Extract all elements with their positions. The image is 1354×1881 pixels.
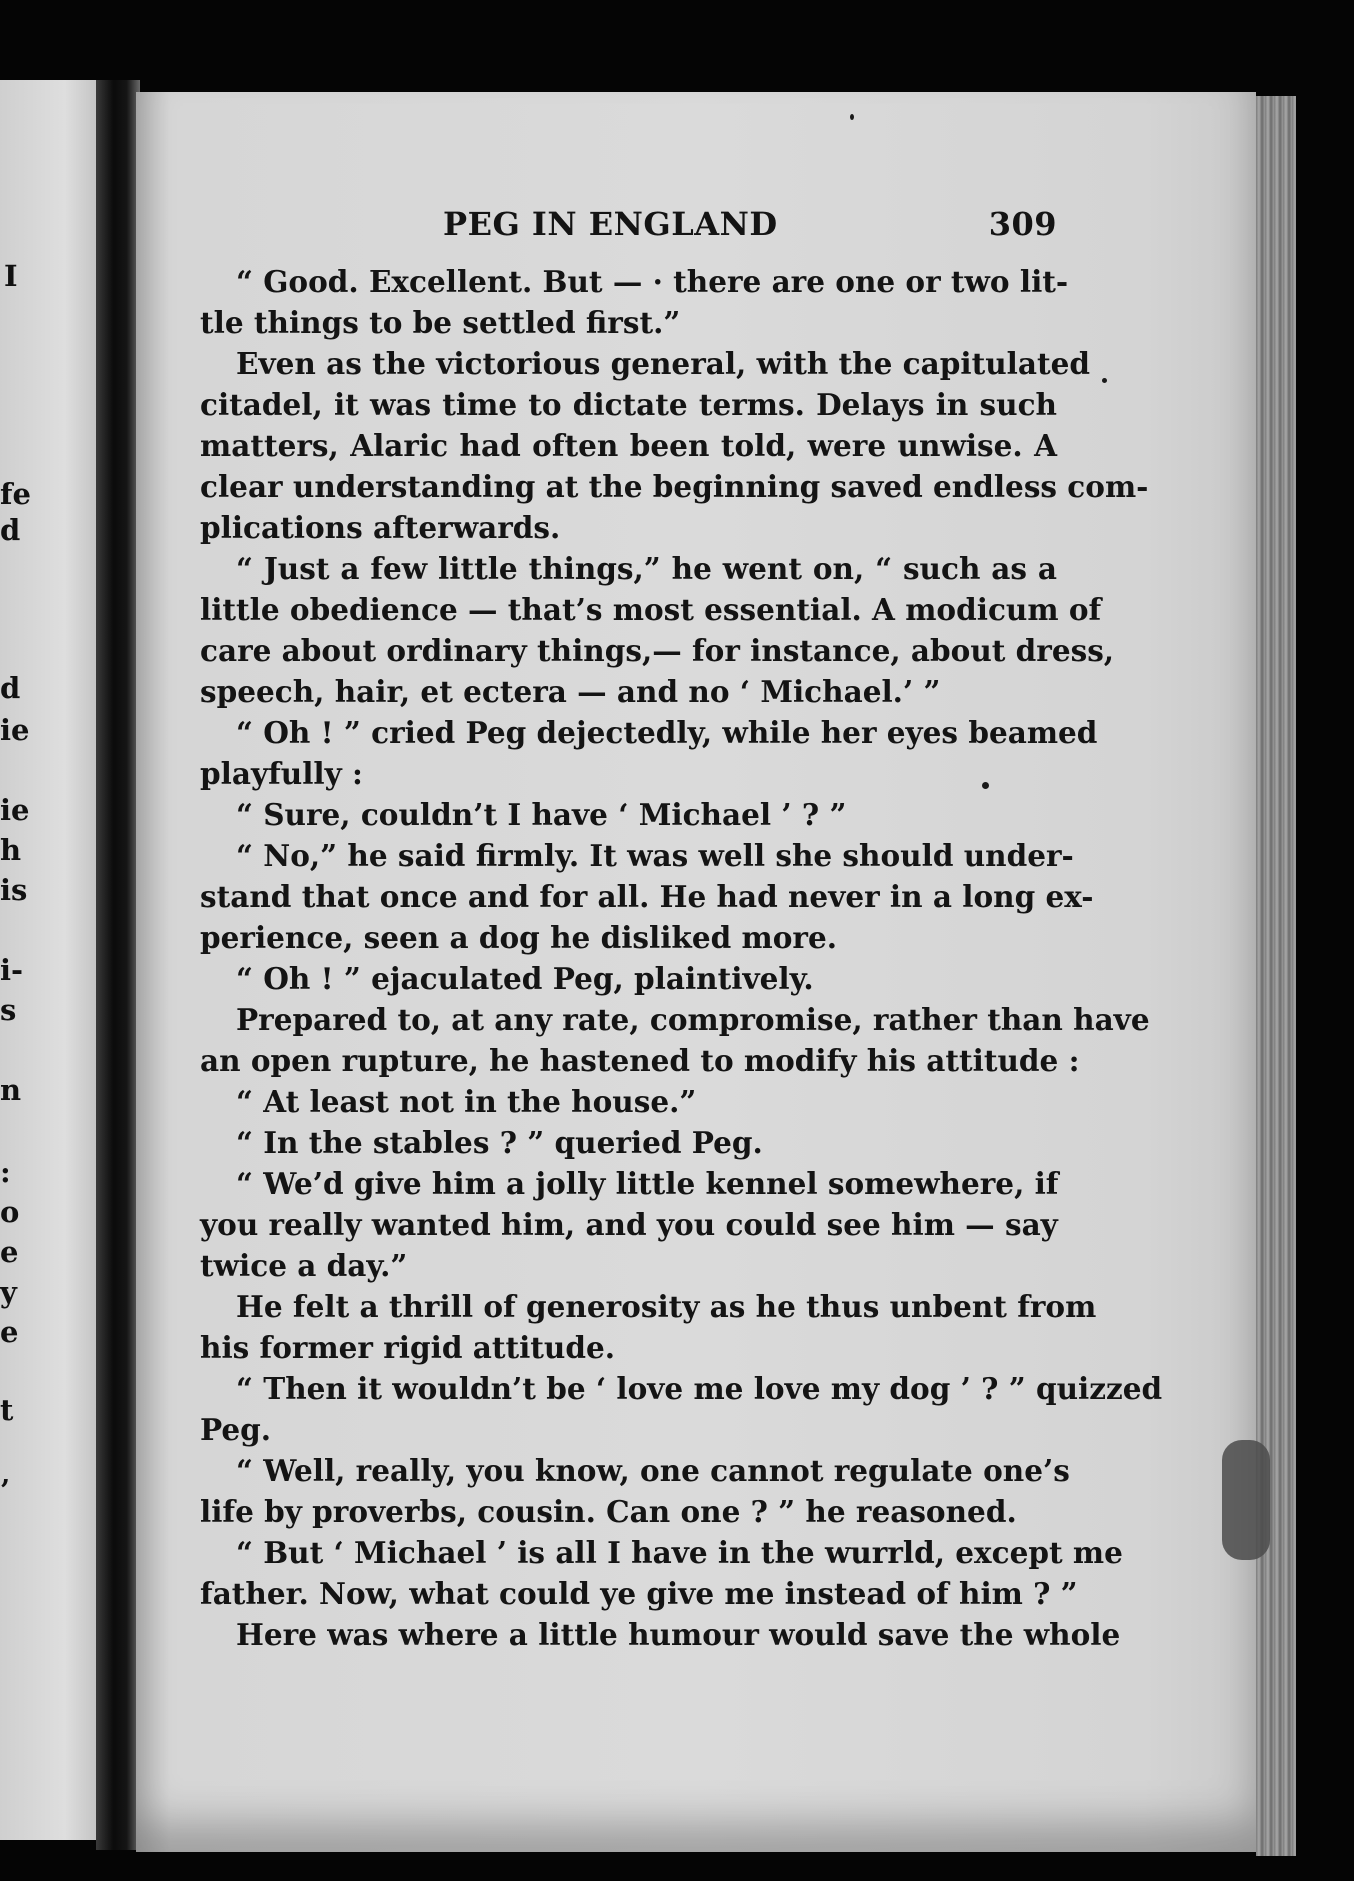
left-page-text: s bbox=[0, 993, 17, 1027]
text-line: stand that once and for all. He had never in a long ex- bbox=[200, 879, 1094, 914]
text-line: plications afterwards. bbox=[200, 510, 561, 545]
text-line: care about ordinary things,— for instance, about dress, bbox=[200, 633, 1115, 668]
text-line: “ No,” he said firmly. It was well she should under- bbox=[236, 838, 1074, 873]
text-line: tle things to be settled first.” bbox=[200, 305, 681, 340]
left-page-text: ie bbox=[0, 793, 30, 827]
left-page-text: i- bbox=[0, 953, 24, 987]
text-line: He felt a thrill of generosity as he thus unbent from bbox=[236, 1289, 1097, 1324]
left-page-text: t bbox=[0, 1393, 14, 1427]
text-line: “ Well, really, you know, one cannot regulate one’s bbox=[236, 1453, 1070, 1488]
text-line: Peg. bbox=[200, 1412, 272, 1447]
thumb-smudge bbox=[1222, 1440, 1270, 1560]
left-page-text: y bbox=[0, 1275, 17, 1309]
left-page-text: o bbox=[0, 1195, 20, 1229]
left-page-text: I bbox=[4, 259, 18, 293]
left-page-text: n bbox=[0, 1073, 22, 1107]
text-line: “ At least not in the house.” bbox=[236, 1084, 697, 1119]
text-line: clear understanding at the beginning saved endless com- bbox=[200, 469, 1149, 504]
left-page-text: : bbox=[0, 1155, 11, 1189]
text-line: perience, seen a dog he disliked more. bbox=[200, 920, 838, 955]
page-edge bbox=[1256, 96, 1296, 1856]
text-line: “ In the stables ? ” queried Peg. bbox=[236, 1125, 763, 1160]
text-line: “ Oh ! ” ejaculated Peg, plaintively. bbox=[236, 961, 814, 996]
page-text bbox=[200, 205, 1163, 1655]
running-title: PEG IN ENGLAND bbox=[443, 205, 778, 243]
left-page-text: is bbox=[0, 873, 28, 907]
left-page-text: ’ bbox=[0, 1473, 11, 1507]
text-line: “ Just a few little things,” he went on, “ such as a bbox=[236, 551, 1057, 586]
text-line: “ But ‘ Michael ’ is all I have in the wurrld, except me bbox=[236, 1535, 1123, 1570]
text-line: “ Sure, couldn’t I have ‘ Michael ’ ? ” bbox=[236, 797, 847, 832]
text-line: twice a day.” bbox=[200, 1248, 408, 1283]
text-line: life by proverbs, cousin. Can one ? ” he reasoned. bbox=[200, 1494, 1017, 1529]
text-line: “ Good. Excellent. But — · there are one or two lit- bbox=[236, 264, 1069, 299]
left-page-text: d bbox=[0, 513, 21, 547]
left-page-text: h bbox=[0, 833, 22, 867]
text-line: Here was where a little humour would save the whole bbox=[236, 1617, 1121, 1652]
text-line: his former rigid attitude. bbox=[200, 1330, 616, 1365]
print-speck bbox=[850, 114, 854, 120]
text-line: father. Now, what could ye give me instead of him ? ” bbox=[200, 1576, 1078, 1611]
running-head bbox=[200, 205, 1057, 249]
left-page-text: e bbox=[0, 1235, 19, 1269]
text-line: playfully : bbox=[200, 756, 363, 791]
text-line: little obedience — that’s most essential. A modicum of bbox=[200, 592, 1102, 627]
text-line: matters, Alaric had often been told, were unwise. A bbox=[200, 428, 1057, 463]
left-page-fragment bbox=[0, 80, 108, 1840]
text-line: Prepared to, at any rate, compromise, rather than have bbox=[236, 1002, 1150, 1037]
text-line: “ Oh ! ” cried Peg dejectedly, while her eyes beamed bbox=[236, 715, 1098, 750]
left-page-text: d bbox=[0, 671, 21, 705]
text-line: you really wanted him, and you could see him — say bbox=[200, 1207, 1058, 1242]
text-line: “ We’d give him a jolly little kennel somewhere, if bbox=[236, 1166, 1059, 1201]
text-line: an open rupture, he hastened to modify his attitude : bbox=[200, 1043, 1080, 1078]
book-gutter bbox=[96, 80, 140, 1850]
print-speck bbox=[1102, 378, 1107, 383]
text-line: Even as the victorious general, with the capitulated bbox=[236, 346, 1090, 381]
left-page-text: e bbox=[0, 1315, 19, 1349]
text-line: speech, hair, et ectera — and no ‘ Michael.’ ” bbox=[200, 674, 941, 709]
left-page-text: ie bbox=[0, 713, 30, 747]
text-line: “ Then it wouldn’t be ‘ love me love my dog ’ ? ” quizzed bbox=[236, 1371, 1163, 1406]
page-number: 309 bbox=[988, 205, 1057, 243]
left-page-text: fe bbox=[0, 477, 31, 511]
text-line: citadel, it was time to dictate terms. Delays in such bbox=[200, 387, 1057, 422]
